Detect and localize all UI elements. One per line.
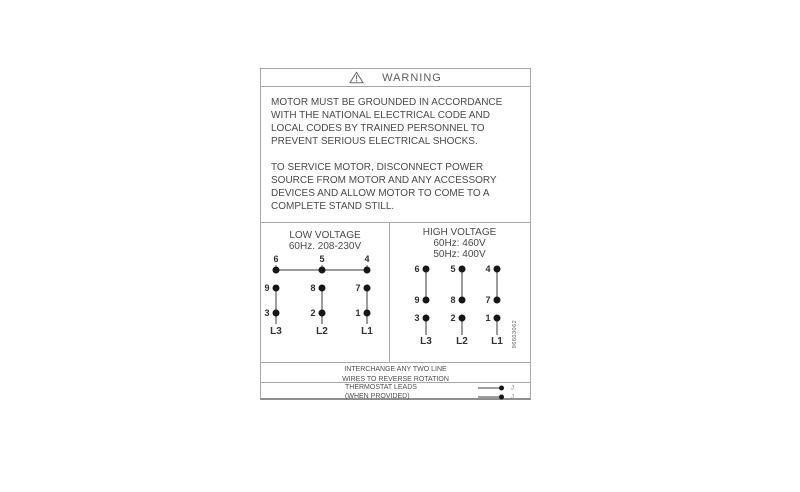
terminal-dot [423, 315, 430, 322]
thermostat-lead-symbol [478, 385, 514, 392]
terminal-dot [319, 267, 326, 274]
terminal-dot [494, 297, 501, 304]
warning-line: WITH THE NATIONAL ELECTRICAL CODE AND [271, 110, 490, 121]
lead-wire-line [478, 396, 499, 398]
terminal-dot [459, 315, 466, 322]
terminal-dot [494, 315, 501, 322]
connector-line [366, 288, 368, 324]
rotation-note-line: WIRES TO REVERSE ROTATION [342, 376, 449, 383]
terminal-dot [364, 285, 371, 292]
terminal-number: 6 [273, 254, 279, 264]
warning-header [261, 69, 530, 87]
terminal-dot [319, 285, 326, 292]
service-warning-paragraph [271, 161, 520, 213]
grounding-warning-paragraph [271, 96, 520, 148]
warning-line: MOTOR MUST BE GROUNDED IN ACCORDANCE [271, 97, 503, 108]
warning-line: COMPLETE STAND STILL. [271, 201, 395, 212]
terminal-dot [364, 310, 371, 317]
motor-warning-label [260, 68, 531, 400]
high-voltage-diagram [390, 223, 529, 362]
rotation-note-row [261, 362, 530, 382]
terminal-dot [364, 267, 371, 274]
connector-line [321, 288, 323, 324]
terminal-dot [319, 310, 326, 317]
warning-line: LOCAL CODES BY TRAINED PERSONNEL TO [271, 123, 485, 134]
terminal-number: 3 [264, 308, 270, 318]
line-lead-label: L1 [491, 336, 503, 347]
warning-line: PREVENT SERIOUS ELECTRICAL SHOCKS. [271, 136, 478, 147]
high-voltage-title: HIGH VOLTAGE [422, 227, 497, 238]
lead-wire-line [478, 387, 499, 389]
terminal-dot [423, 266, 430, 273]
terminal-dot [273, 285, 280, 292]
thermostat-lead-symbol [478, 394, 514, 401]
terminal-number: 7 [485, 295, 491, 305]
connector-line [461, 269, 463, 300]
low-voltage-subtitle: 60Hz. 208-230V [288, 241, 362, 252]
terminal-number: 4 [485, 264, 491, 274]
line-lead-label: L2 [456, 336, 468, 347]
terminal-number: 1 [485, 313, 491, 323]
line-lead-label: L3 [270, 326, 282, 337]
terminal-number: 9 [264, 283, 270, 293]
warning-line: TO SERVICE MOTOR, DISCONNECT POWER [271, 162, 484, 173]
terminal-dot [273, 310, 280, 317]
terminal-number: 1 [355, 308, 361, 318]
warning-text-section [261, 87, 530, 222]
high-voltage-title-block [390, 223, 529, 260]
thermostat-leads-row [261, 382, 530, 399]
high-voltage-subtitle-50hz: 50Hz: 400V [433, 249, 486, 260]
terminal-number: 4 [364, 254, 370, 264]
rotation-note-line: INTERCHANGE ANY TWO LINE [344, 366, 447, 373]
low-voltage-title: LOW VOLTAGE [289, 230, 361, 241]
terminal-number: 7 [355, 283, 361, 293]
warning-line: SOURCE FROM MOTOR AND ANY ACCESSORY [271, 175, 497, 186]
terminal-number: 2 [310, 308, 316, 318]
connector-line [496, 269, 498, 300]
terminal-dot [494, 266, 501, 273]
terminal-number: 8 [310, 283, 316, 293]
terminal-number: 6 [414, 264, 420, 274]
terminal-number: 9 [414, 295, 420, 305]
thermostat-leads-line [261, 384, 530, 392]
lead-terminal-dot [499, 386, 504, 391]
low-voltage-title-block [261, 223, 389, 252]
when-provided-line [261, 393, 530, 401]
connector-line [425, 269, 427, 300]
lead-j-label: J [510, 393, 514, 401]
lead-terminal-dot [499, 395, 504, 400]
lead-j-label: J [510, 384, 514, 392]
terminal-dot [423, 297, 430, 304]
line-lead-label: L3 [420, 336, 432, 347]
warning-title: WARNING [382, 71, 442, 84]
connector-line [275, 288, 277, 324]
terminal-dot [273, 267, 280, 274]
voltage-diagrams-section [261, 222, 530, 362]
low-voltage-diagram [261, 223, 390, 362]
thermostat-leads-text: THERMOSTAT LEADS [345, 384, 417, 391]
line-lead-label: L2 [316, 326, 328, 337]
when-provided-text: (WHEN PROVIDED) [345, 393, 410, 400]
part-number: 96603062 [512, 319, 518, 349]
warning-line: DEVICES AND ALLOW MOTOR TO COME TO A [271, 188, 490, 199]
warning-triangle-icon [349, 71, 364, 84]
line-lead-label: L1 [361, 326, 373, 337]
terminal-number: 3 [414, 313, 420, 323]
terminal-number: 8 [450, 295, 456, 305]
terminal-number: 2 [450, 313, 456, 323]
terminal-dot [459, 297, 466, 304]
terminal-dot [459, 266, 466, 273]
high-voltage-subtitle-60hz: 60Hz: 460V [433, 238, 486, 249]
terminal-number: 5 [319, 254, 325, 264]
terminal-number: 5 [450, 264, 456, 274]
